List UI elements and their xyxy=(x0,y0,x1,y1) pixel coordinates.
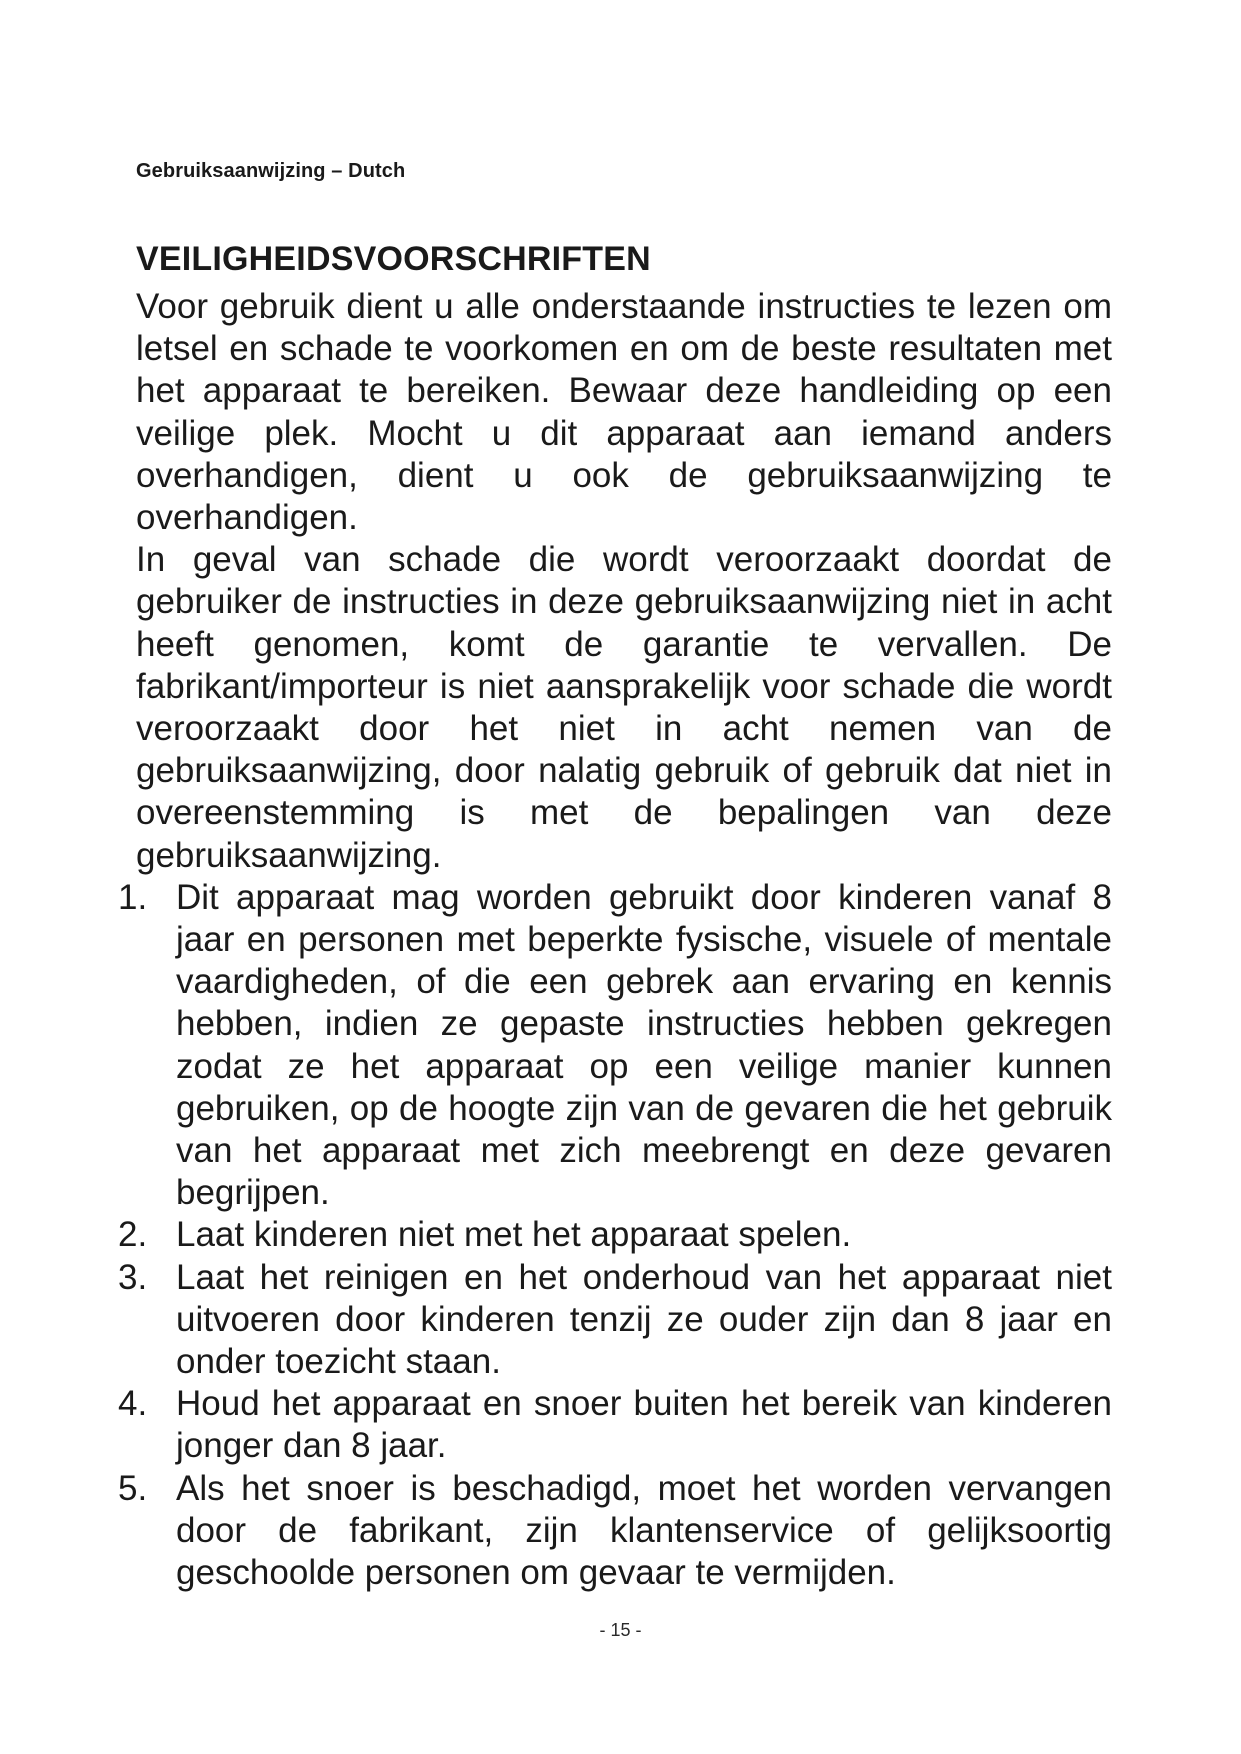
list-item-number: 4. xyxy=(118,1384,148,1424)
list-item-text: Dit apparaat mag worden gebruikt door kinderen vanaf 8 jaar en personen met beperkte fysische, visuele of mentale vaardigheden, of die een gebrek aan ervaring en kennis hebben, indien ze gepaste instructies hebben gekregen zodat ze het apparaat op een veilige manier kunnen gebruiken, op de hoogte zijn van de gevaren die het gebruik van het apparaat met zich meebrengt en deze gevaren begrijpen. xyxy=(176,877,1112,1213)
list-item-text: Laat kinderen niet met het apparaat spelen. xyxy=(176,1215,852,1255)
list-item xyxy=(118,1214,1112,1256)
list-item-text: Laat het reinigen en het onderhoud van het apparaat niet uitvoeren door kinderen tenzij ze ouder zijn dan 8 jaar en onder toezicht staan. xyxy=(176,1257,1112,1382)
list-item xyxy=(118,877,1112,1215)
list-item-text: Houd het apparaat en snoer buiten het bereik van kinderen jonger dan 8 jaar. xyxy=(176,1384,1112,1466)
list-item xyxy=(118,1468,1112,1595)
section-title: VEILIGHEIDSVOORSCHRIFTEN xyxy=(136,240,651,278)
document-header-label: Gebruiksaanwijzing – Dutch xyxy=(136,160,406,182)
list-item xyxy=(118,1383,1112,1467)
document-body xyxy=(118,286,1112,1594)
warranty-paragraph: In geval van schade die wordt veroorzaakt doordat de gebruiker de instructies in deze gebruiksaanwijzing niet in acht heeft genomen, komt de garantie te vervallen. De fabrikant/importeur is niet aansprakelijk voor schade die wordt veroorzaakt door het niet in acht nemen van de gebruiksaanwijzing, door nalatig gebruik of gebruik dat niet in overeenstemming is met de bepalingen van deze gebruiksaanwijzing. xyxy=(136,540,1112,875)
intro-paragraph: Voor gebruik dient u alle onderstaande instructies te lezen om letsel en schade te voorkomen en om de beste resultaten met het apparaat te bereiken. Bewaar deze handleiding op een veilige plek. Mocht u dit apparaat aan iemand anders overhandigen, dient u ook de gebruiksaanwijzing te overhandigen. xyxy=(136,287,1112,538)
safety-instructions-list xyxy=(118,877,1112,1594)
list-item xyxy=(118,1257,1112,1384)
list-item-text: Als het snoer is beschadigd, moet het worden vervangen door de fabrikant, zijn klantenservice of gelijksoortig geschoolde personen om gevaar te vermijden. xyxy=(176,1468,1112,1593)
list-item-number: 3. xyxy=(118,1257,148,1297)
list-item-number: 2. xyxy=(118,1215,148,1255)
list-item-number: 5. xyxy=(118,1468,148,1508)
page-number: - 15 - xyxy=(599,1620,642,1640)
list-item-number: 1. xyxy=(118,877,148,917)
